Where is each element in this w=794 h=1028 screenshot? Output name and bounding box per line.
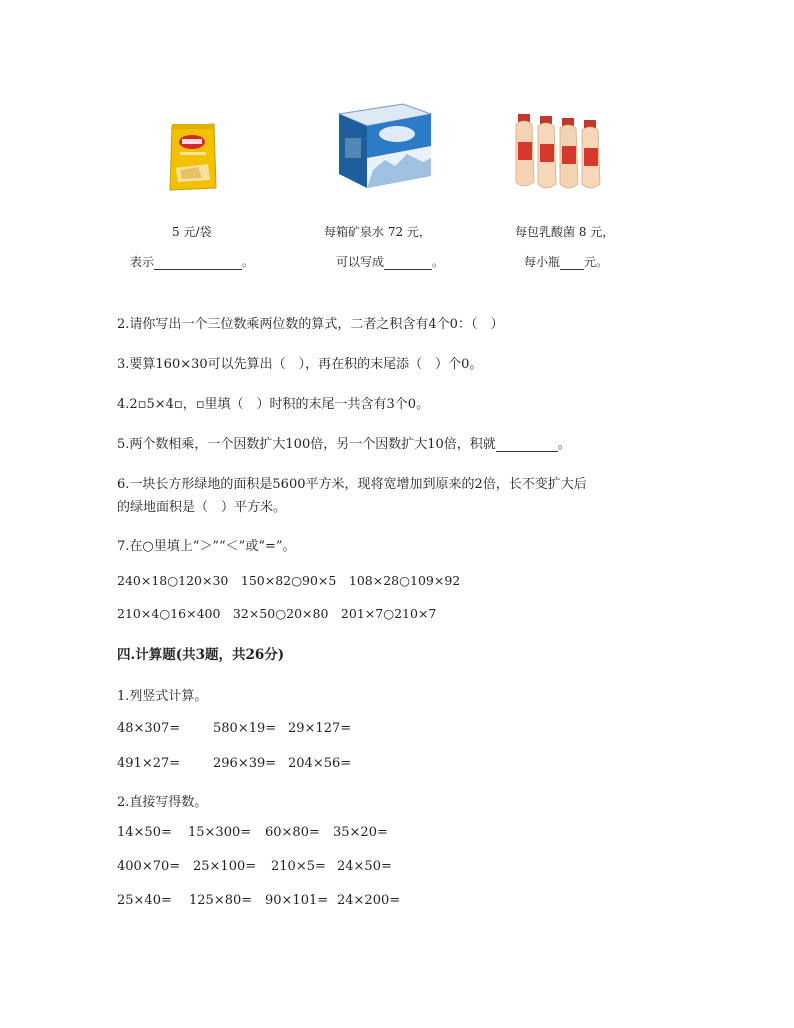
direct-calc-item: 400×70= — [117, 859, 181, 874]
answer-blank[interactable] — [154, 255, 242, 270]
question-5: 5.两个数相乘，一个因数扩大100倍，另一个因数扩大10倍，积就 。 — [117, 437, 571, 452]
direct-calc-item: 24×200= — [337, 893, 401, 908]
chips-prompt: 表示 — [130, 255, 155, 269]
vertical-calc-item: 296×39= — [213, 756, 277, 771]
question-7-row-1: 240×18○120×30 150×82○90×5 108×28○109×92 — [117, 573, 461, 588]
vertical-calc-item: 491×27= — [117, 756, 181, 771]
question-4: 4.2▫5×4▫，▫里填（ ）时积的末尾一共含有3个0。 — [117, 397, 430, 412]
potato-chips-image — [168, 120, 218, 192]
vertical-calc-item: 204×56= — [288, 756, 352, 771]
direct-calc-item: 14×50= — [117, 825, 172, 840]
question-7: 7.在○里填上“＞”“＜”或“=”。 — [117, 539, 296, 554]
direct-calc-item: 35×20= — [333, 825, 388, 840]
direct-calc-item: 25×100= — [193, 859, 257, 874]
water-fill-line: 可以写成 。 — [336, 255, 445, 269]
direct-calc-item: 90×101= — [265, 893, 329, 908]
direct-calc-item: 24×50= — [337, 859, 392, 874]
answer-blank[interactable] — [384, 255, 432, 270]
direct-calc-item: 15×300= — [188, 825, 252, 840]
yogurt-bottles-image — [514, 112, 606, 192]
question-2: 2.请你写出一个三位数乘两位数的算式，二者之积含有4个0：（ ） — [117, 317, 504, 332]
vertical-calc-item: 29×127= — [288, 721, 352, 736]
direct-calc-item: 60×80= — [265, 825, 320, 840]
chips-price-caption: 5 元/袋 — [172, 225, 212, 239]
question-7-row-2: 210×4○16×400 32×50○20×80 201×7○210×7 — [117, 606, 437, 621]
mineral-water-box-image — [333, 100, 435, 190]
yogurt-prompt: 每小瓶 — [524, 255, 561, 269]
vertical-calc-item: 580×19= — [213, 721, 277, 736]
question-6-line-1: 6.一块长方形绿地的面积是5600平方米，现将宽增加到原来的2倍，长不变扩大后 — [117, 477, 587, 492]
answer-blank[interactable] — [560, 255, 584, 270]
section-4-problem-1-title: 1.列竖式计算。 — [117, 689, 208, 704]
vertical-calc-item: 48×307= — [117, 721, 181, 736]
direct-calc-item: 25×40= — [117, 893, 172, 908]
answer-blank[interactable] — [496, 437, 558, 452]
section-4-problem-2-title: 2.直接写得数。 — [117, 795, 208, 810]
water-prompt: 可以写成 — [336, 255, 385, 269]
direct-calc-item: 210×5= — [271, 859, 326, 874]
question-3: 3.要算160×30可以先算出（ ），再在积的末尾添（ ）个0。 — [117, 357, 483, 372]
yogurt-fill-line: 每小瓶 元。 — [524, 255, 609, 269]
direct-calc-item: 125×80= — [189, 893, 253, 908]
chips-fill-line: 表示 。 — [130, 255, 255, 269]
yogurt-price-caption: 每包乳酸菌 8 元， — [515, 225, 615, 239]
question-6-line-2: 的绿地面积是（ ）平方米。 — [117, 500, 287, 515]
water-price-caption: 每箱矿泉水 72 元， — [324, 225, 431, 239]
section-4-heading: 四.计算题(共3题，共26分) — [117, 647, 285, 663]
